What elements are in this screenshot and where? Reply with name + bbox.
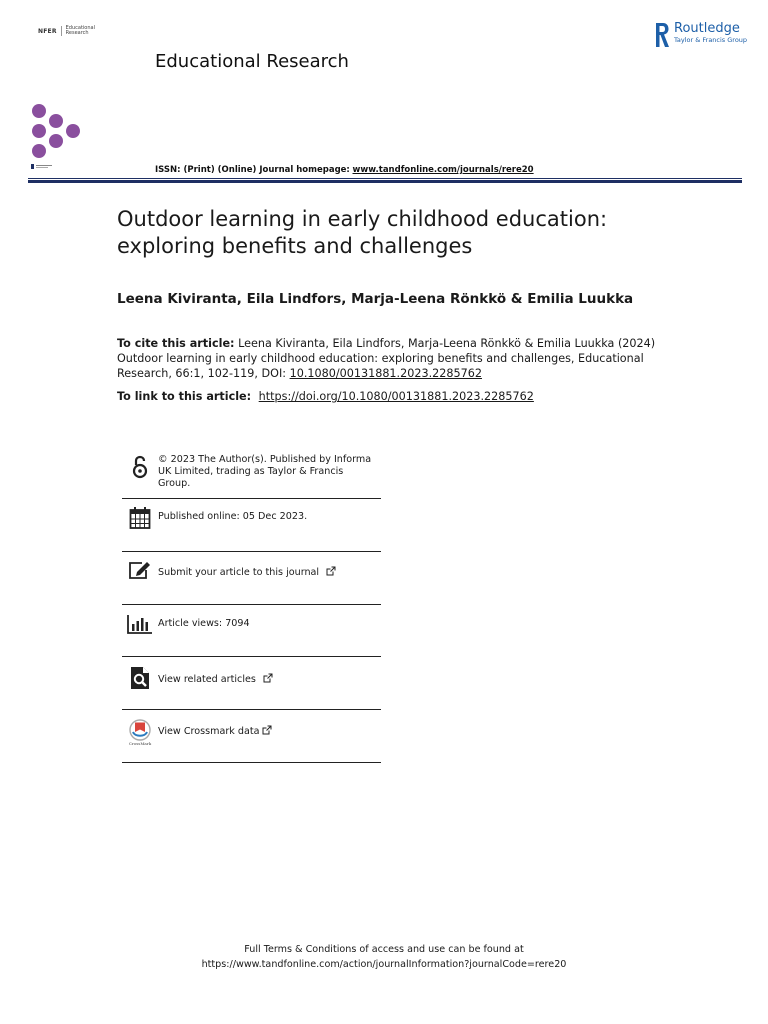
link-label: To link to this article:	[117, 390, 252, 403]
terms-url[interactable]: https://www.tandfonline.com/action/journalInformation?journalCode=rere20	[201, 959, 567, 970]
calendar-icon	[122, 506, 158, 530]
article-views-text: Article views: 7094	[158, 618, 250, 629]
crossmark-label: View Crossmark data	[158, 726, 260, 737]
crossmark-item[interactable]	[122, 710, 381, 763]
related-articles-label: View related articles	[158, 674, 256, 685]
bar-chart-icon	[122, 614, 158, 634]
routledge-name: Routledge	[674, 21, 740, 36]
submit-article-link[interactable]	[158, 566, 336, 579]
terms-footer	[0, 942, 768, 972]
routledge-logo[interactable]	[653, 21, 747, 49]
header-rule-thin	[28, 178, 742, 179]
article-doi-link[interactable]: https://doi.org/10.1080/00131881.2023.2285762	[258, 390, 534, 403]
cite-text: Leena Kiviranta, Eila Lindfors, Marja-Leena Rönkkö & Emilia Luukka (2024) Outdoor learning in early childhood education: exploring benefits and challenges, Educational Research, 66:1, 102-119, DOI:	[117, 337, 656, 380]
related-articles-item[interactable]	[122, 657, 381, 710]
edit-icon	[122, 560, 158, 580]
article-views-item	[122, 605, 381, 657]
crossmark-link[interactable]	[158, 725, 272, 738]
published-text: Published online: 05 Dec 2023.	[158, 511, 308, 522]
logo-divider	[61, 26, 62, 36]
cite-block	[117, 336, 657, 381]
issn-line	[155, 165, 534, 175]
article-title	[117, 206, 677, 260]
journal-title: Educational Research	[155, 51, 349, 72]
nfer-brand: NFER	[38, 27, 57, 35]
crossmark-icon	[122, 719, 158, 746]
document-search-icon	[122, 666, 158, 690]
header-rule-thick	[28, 180, 742, 183]
open-access-line2: UK Limited, trading as Taylor & Francis	[158, 466, 344, 477]
open-access-item	[122, 448, 381, 499]
open-access-line3: Group.	[158, 478, 191, 489]
open-access-line1: © 2023 The Author(s). Published by Informa	[158, 454, 372, 465]
external-link-icon	[263, 673, 273, 683]
cite-doi-link[interactable]: 10.1080/00131881.2023.2285762	[289, 367, 482, 380]
article-info-list	[122, 448, 381, 763]
nfer-journal-line2: Research	[65, 30, 89, 36]
issn-label: ISSN: (Print) (Online) Journal homepage:	[155, 165, 350, 175]
terms-line1: Full Terms & Conditions of access and use can be found at	[244, 944, 524, 955]
routledge-sub: Taylor & Francis Group	[674, 36, 748, 44]
related-articles-link[interactable]	[158, 673, 273, 686]
submit-article-label: Submit your article to this journal	[158, 567, 320, 578]
open-access-icon	[122, 455, 158, 479]
journal-dots-logo	[28, 102, 88, 170]
submit-article-item[interactable]	[122, 552, 381, 605]
routledge-r-icon	[653, 21, 670, 49]
crossmark-caption: CrossMark	[128, 741, 152, 746]
external-link-icon	[326, 566, 336, 576]
routledge-text	[674, 21, 747, 44]
article-authors: Leena Kiviranta, Eila Lindfors, Marja-Leena Rönkkö & Emilia Luukka	[117, 291, 634, 307]
open-access-text	[158, 454, 371, 490]
nfer-journal-line1: Educational	[65, 25, 95, 31]
nfer-journal-name	[66, 26, 95, 36]
cite-label: To cite this article:	[117, 337, 235, 350]
link-block	[117, 390, 534, 403]
nfer-logo	[38, 26, 95, 36]
article-title-line2: exploring benefits and challenges	[117, 234, 473, 258]
external-link-icon	[262, 725, 272, 735]
journal-homepage-link[interactable]: www.tandfonline.com/journals/rere20	[352, 165, 534, 175]
published-item	[122, 499, 381, 552]
article-title-line1: Outdoor learning in early childhood education:	[117, 207, 608, 231]
